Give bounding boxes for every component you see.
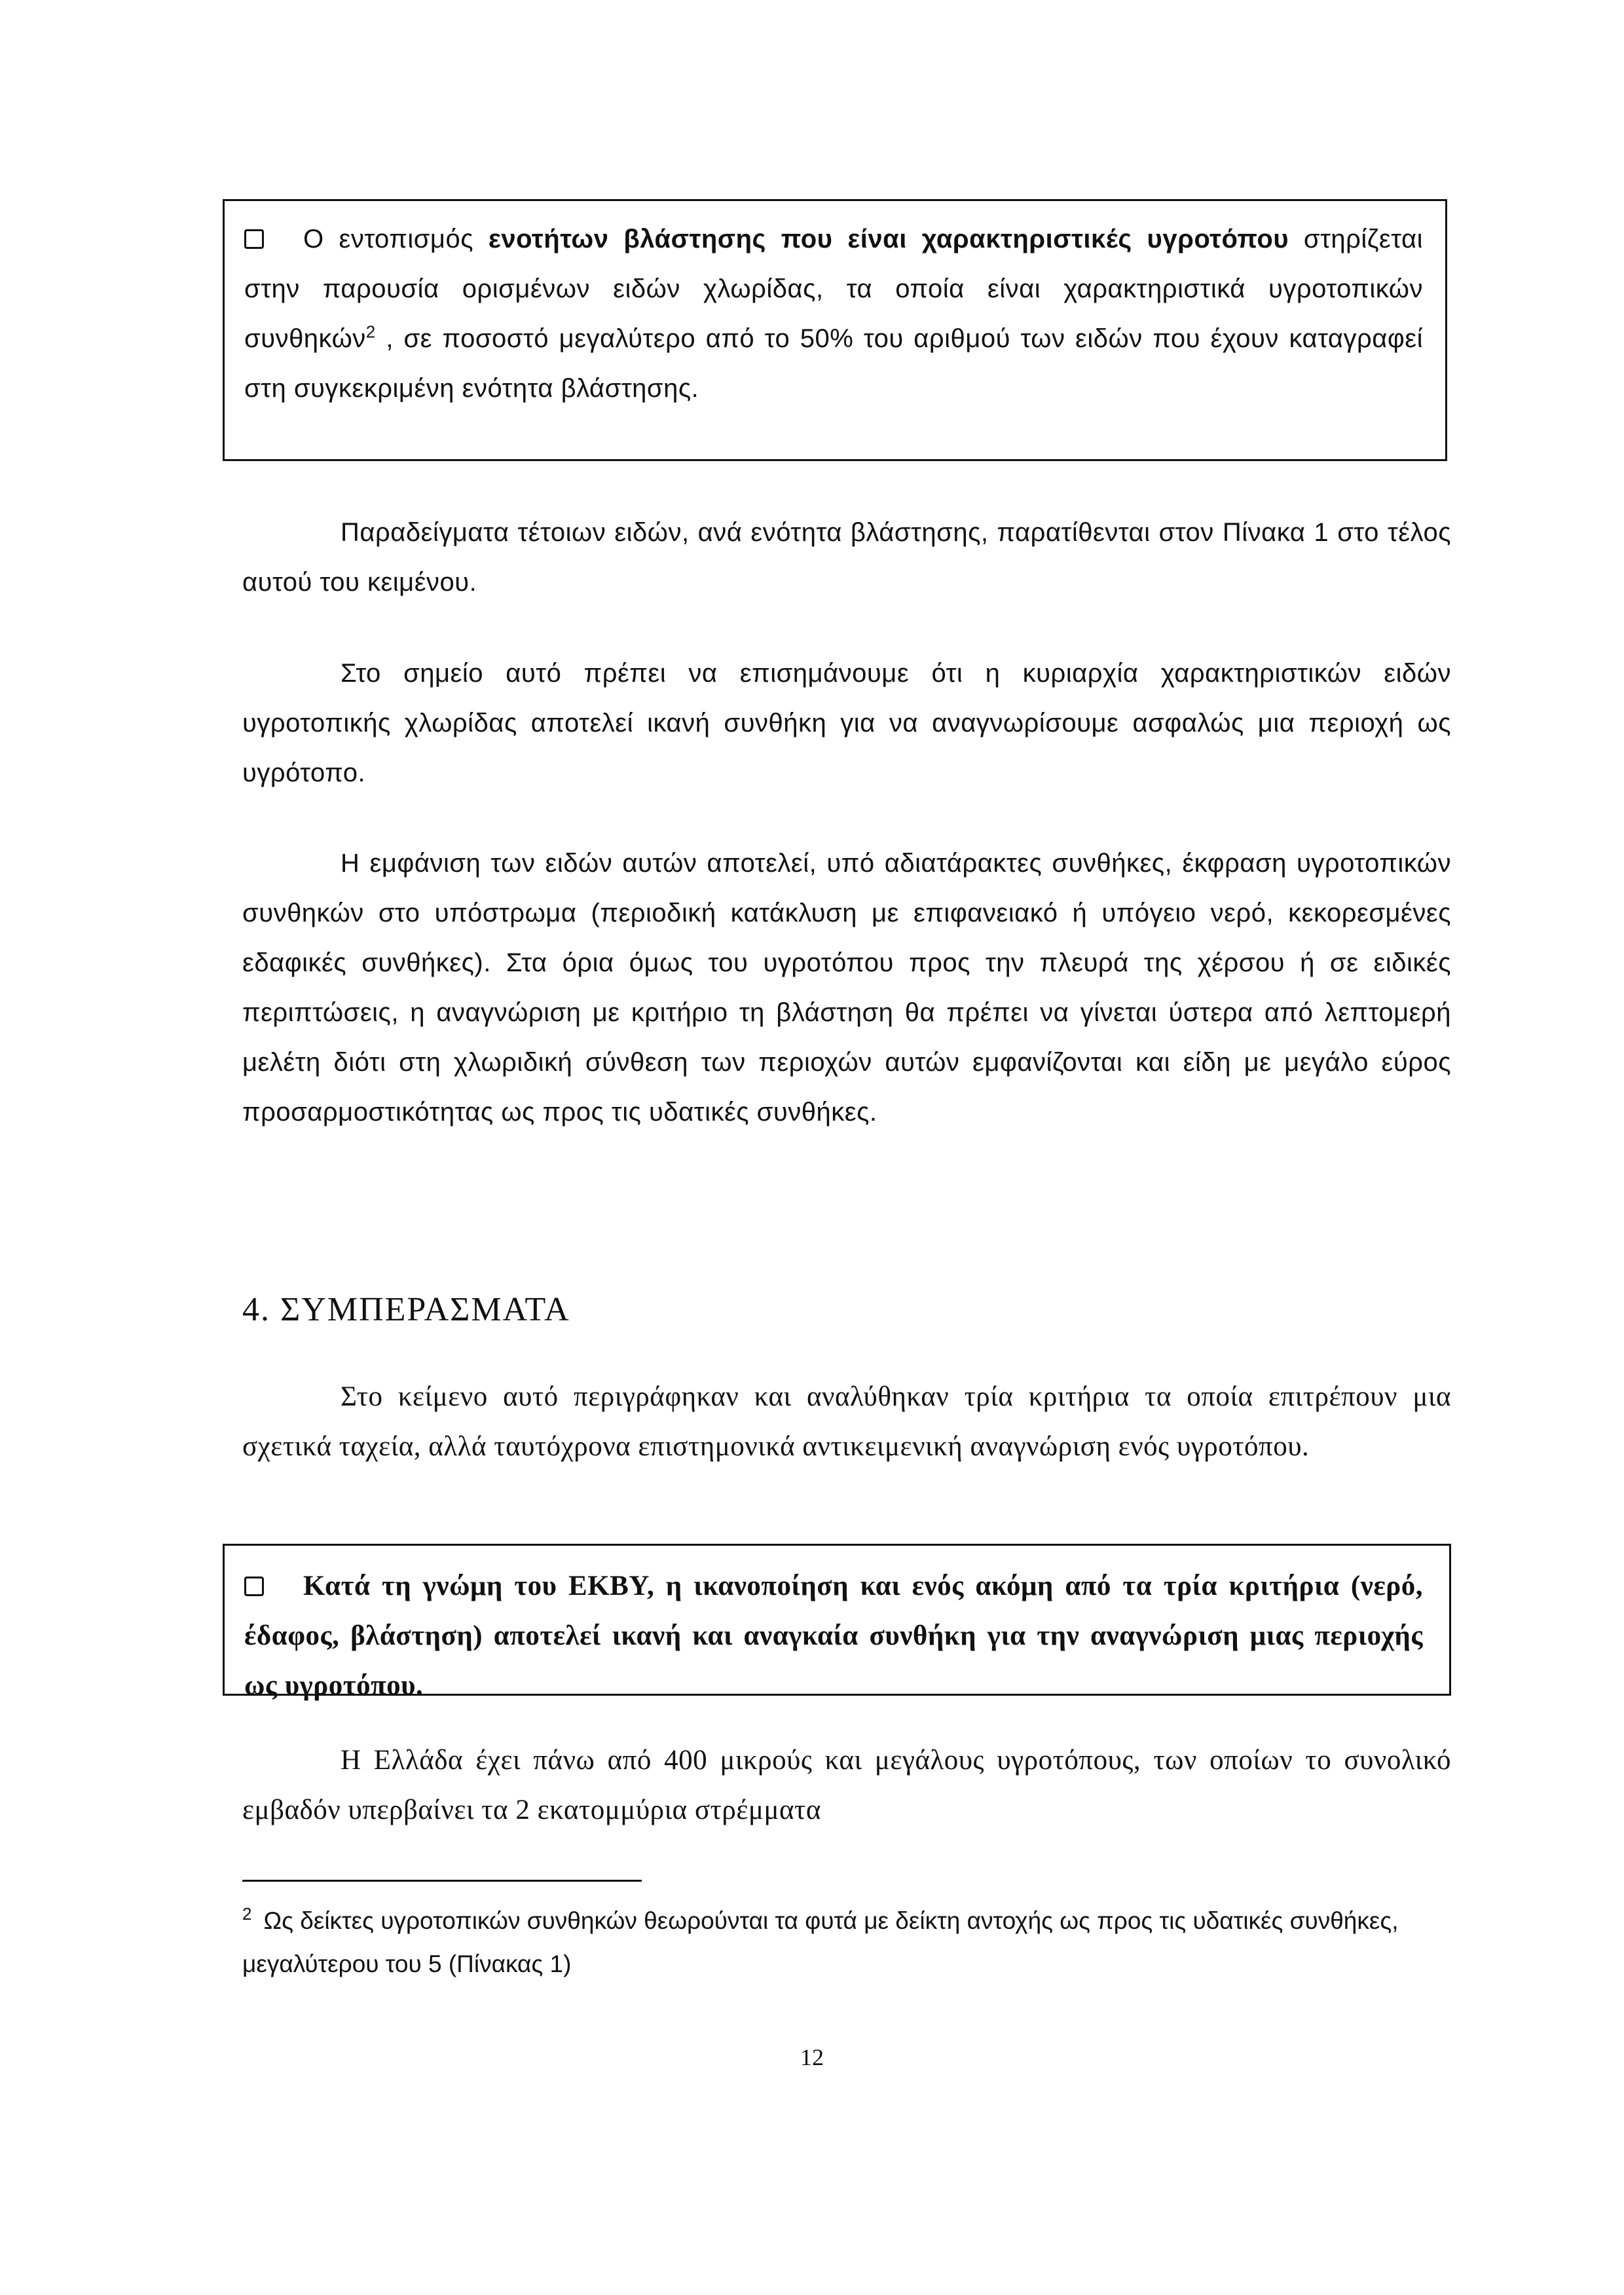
conclusion-paragraph: Στο κείμενο αυτό περιγράφηκαν και αναλύθηκαν τρία κριτήρια τα οποία επιτρέπουν μια σχετικά ταχεία, αλλά ταυτόχρονα επιστημονικά αντικειμενική αναγνώριση ενός υγροτόπου. (242, 1381, 1451, 1462)
footnote-reference: 2 (365, 322, 376, 342)
ekby-opinion-paragraph (244, 1561, 1423, 1711)
vegetation-bold-text: ενοτήτων βλάστησης που είναι χαρακτηριστικές υγροτόπου (488, 225, 1289, 253)
vegetation-criterion-paragraph (244, 214, 1423, 413)
highlight-box-ekby (223, 1544, 1451, 1701)
appearance-paragraph: Η εμφάνιση των ειδών αυτών αποτελεί, υπό αδιατάρακτες συνθήκες, έκφραση υγροτοπικών συνθηκών στο υπόστρωμα (περιοδική κατάκλυση με επιφανειακό ή υπόγειο νερό, κεκορεσμένες εδαφικές συνθήκες). Στα όρια όμως του υγροτόπου προς την πλευρά της χέρσου ή σε ειδικές περιπτώσεις, η αναγνώριση με κριτήριο τη βλάστηση θα πρέπει να γίνεται ύστερα από λεπτομερή μελέτη διότι στη χλωριδική σύνθεση των περιοχών αυτών εμφανίζονται και είδη με μεγάλο εύρος προσαρμοστικότητας ως προς τις υδατικές συνθήκες. (242, 849, 1451, 1127)
greece-paragraph: Η Ελλάδα έχει πάνω από 400 μικρούς και μεγάλους υγροτόπους, των οποίων το συνολικό εμβαδόν υπερβαίνει τα 2 εκατομμύρια στρέμματα (242, 1745, 1451, 1825)
dominance-paragraph: Στο σημείο αυτό πρέπει να επισημάνουμε ότι η κυριαρχία χαρακτηριστικών ειδών υγροτοπικής χλωρίδας αποτελεί ικανή συνθήκη για να αναγνωρίσουμε ασφαλώς μια περιοχή ως υγρότοπο. (242, 659, 1451, 787)
highlight-box-vegetation (223, 199, 1447, 461)
vegetation-lead-text: Ο εντοπισμός (303, 225, 489, 253)
footnote-divider (242, 1880, 642, 1882)
ekby-opinion-text: Κατά τη γνώμη του ΕΚΒΥ, η ικανοποίηση και ενός ακόμη από τα τρία κριτήρια (νερό, έδαφος, βλάστηση) αποτελεί ικανή και αναγκαία συνθήκη για την αναγνώριση μιας περιοχής ως υγροτόπου. (244, 1571, 1423, 1701)
checkbox-bullet-icon (244, 1577, 264, 1596)
checkbox-bullet-icon (244, 229, 264, 249)
document-page (223, 0, 1451, 2295)
page-number: 12 (800, 2044, 824, 2070)
vegetation-text-part1: στηρίζεται στην παρουσία ορισμένων ειδών χλωρίδας, τα οποία είναι χαρακτηριστικά υγροτοπικών συνθηκών (244, 225, 1424, 353)
vegetation-text-part2: , σε ποσοστό μεγαλύτερο από το 50% του αριθμού των ειδών που έχουν καταγραφεί στη συγκεκριμένη ενότητα βλάστησης. (244, 324, 1423, 403)
footnote-text: Ως δείκτες υγροτοπικών συνθηκών θεωρούνται τα φυτά με δείκτη αντοχής ως προς τις υδατικές συνθήκες, μεγαλύτερου του 5 (Πίνακας 1) (242, 1907, 1399, 1977)
footnote-mark: 2 (242, 1904, 252, 1924)
footnote (242, 1899, 1451, 1986)
examples-paragraph: Παραδείγματα τέτοιων ειδών, ανά ενότητα βλάστησης, παρατίθενται στον Πίνακα 1 στο τέλος αυτού του κειμένου. (242, 518, 1451, 597)
section-heading: 4. ΣΥΜΠΕΡΑΣΜΑΤΑ (242, 1291, 570, 1328)
